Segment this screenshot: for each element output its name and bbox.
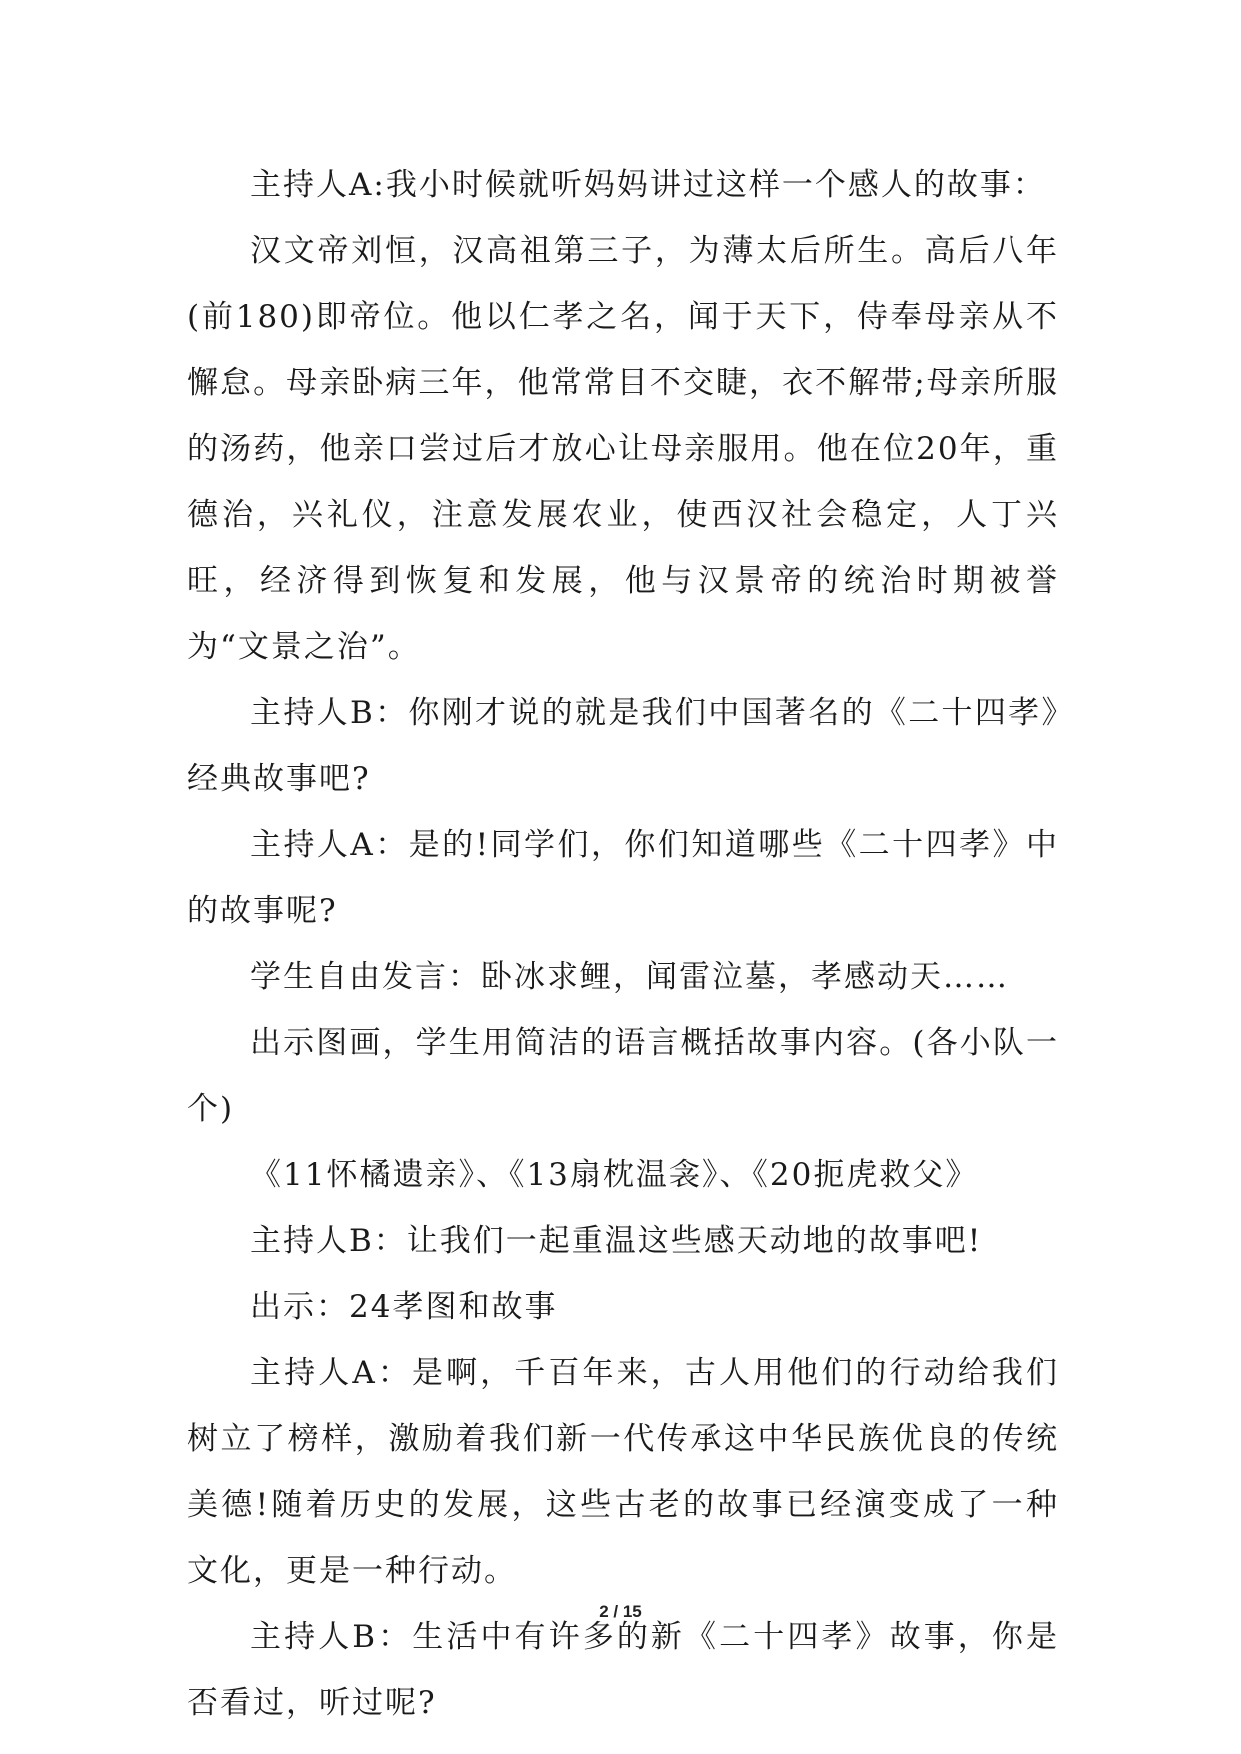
paragraph-host-a-culture: 主持人A：是啊，千百年来，古人用他们的行动给我们树立了榜样，激励着我们新一代传承这中华民族优良的传统美德!随着历史的发展，这些古老的故事已经演变成了一种文化，更是一种行动。 xyxy=(187,1355,1059,1589)
paragraph-host-b-new-stories: 主持人B：生活中有许多的新《二十四孝》故事，你是否看过，听过呢? xyxy=(187,1619,1059,1721)
paragraph-student-speech: 学生自由发言：卧冰求鲤，闻雷泣墓，孝感动天…… xyxy=(250,959,1009,995)
paragraph-emperor-wen-story: 汉文帝刘恒，汉高祖第三子，为薄太后所生。高后八年(前180)即帝位。他以仁孝之名，闻于天下，侍奉母亲从不懈怠。母亲卧病三年，他常常目不交睫，衣不解带;母亲所服的汤药，他亲口尝过后才放心让母亲服用。他在位20年，重德治，兴礼仪，注意发展农业，使西汉社会稳定，人丁兴旺，经济得到恢复和发展，他与汉景帝的统治时期被誉为“文景之治”。 xyxy=(187,233,1059,665)
paragraph-story-titles: 《11怀橘遗亲》、《13扇枕温衾》、《20扼虎救父》 xyxy=(250,1157,979,1193)
paragraph-host-a-intro: 主持人A:我小时候就听妈妈讲过这样一个感人的故事： xyxy=(250,167,1046,203)
paragraph-show-24-pictures: 出示：24孝图和故事 xyxy=(250,1289,558,1325)
paragraph-host-b-question: 主持人B：你刚才说的就是我们中国著名的《二十四孝》经典故事吧? xyxy=(187,695,1059,797)
paragraph-host-a-answer: 主持人A：是的!同学们，你们知道哪些《二十四孝》中的故事呢? xyxy=(187,827,1059,929)
paragraph-host-b-review: 主持人B：让我们一起重温这些感天动地的故事吧! xyxy=(250,1223,983,1259)
paragraph-show-pictures: 出示图画，学生用简洁的语言概括故事内容。(各小队一个) xyxy=(187,1025,1059,1127)
page-number: 2 / 15 xyxy=(599,1602,642,1621)
document-body xyxy=(187,152,1059,1736)
